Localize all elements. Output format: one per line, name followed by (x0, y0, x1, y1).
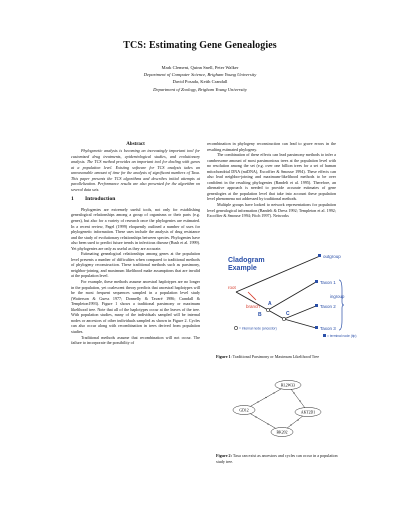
paragraph: Traditional methods assume that recombination will not occur. The failure to incorporate the possibility of (71, 334, 200, 346)
paragraph: Multiple groups have looked to network representations for population level genealogical information (Bandelt & Dress 1992; Templeton et al. 1992; Excoffier & Smouse 1994; Fitch 1997). Networks (207, 202, 336, 219)
author-names-2: David Posada, Keith Crandall (172, 79, 228, 85)
author-block (0, 64, 400, 93)
legend-terminal-node-icon (323, 334, 326, 337)
author-names-1: Mark Clement, Quinn Snell, Peter Walker (161, 65, 239, 70)
legend-terminal-label: = terminal node (tip) (327, 334, 357, 338)
branch-label: branch (246, 304, 260, 309)
section-number: 1 (71, 196, 74, 203)
figure-1-caption-text: : Traditional Parsimony or Maximum Likelihood Tree (230, 354, 320, 359)
figure-2-network (222, 372, 340, 448)
affiliation-2: Department of Zoology, Brigham Young University (153, 86, 247, 92)
paragraph: Estimating genealogical relationships among genes at the population level presents a number of difficulties when compared to traditional methods of phylogeny reconstruction. These traditional methods such as parsimony, neighbor-joining, and maximum likelihood make assumptions that are invalid at the population level. (71, 251, 200, 279)
figure-1-cladogram (226, 252, 357, 342)
affiliation-1: Department of Computer Science, Brigham Young University (143, 72, 257, 78)
terminal-node-taxon1 (315, 280, 318, 283)
network-node-label: RL2W33 (280, 383, 296, 388)
taxon2-label: Taxon 2 (320, 304, 336, 309)
network-node-label: BK202 (276, 430, 288, 435)
root-pointer (248, 292, 256, 300)
internal-node-b (282, 317, 285, 320)
paragraph: For example, these methods assume ancestral haplotypes are no longer in the population, yet coalescent theory predicts that ancestral haplotypes will be the most frequent sequences sampled in a population level study (Watterson & Guess 1977; Donnelly & Tavaré 1986; Crandall & Templeton1993). Figure 1 shows a traditional parsimony or maximum likelihood tree. Note that all of the haplotypes occur at the leaves of the tree. With population studies, many of the individuals sampled will be internal nodes or ancestors of other individuals sampled as shown in Figure 2. Cycles can also occur along with recombination in trees derived from population studies. (71, 279, 200, 334)
internal-node-a (266, 308, 269, 311)
ingroup-bracket (339, 280, 344, 330)
node-label-a: A (268, 301, 272, 307)
terminal-node-taxon3 (315, 326, 318, 329)
cladogram-title-line1: Cladogram (228, 257, 265, 264)
network-node-label: AKT2D1 (300, 410, 316, 415)
ingroup-label: ingroup (330, 294, 345, 299)
legend-internal-label: = internal node (ancestor) (239, 326, 277, 331)
outgroup-label: outgroup (323, 254, 341, 259)
figure-1-caption-label: Figure 1 (216, 354, 231, 359)
root-label: root (228, 285, 236, 290)
figure-2-caption-text: Taxa can exist as ancestors and cycles can occur in a population study tree. (216, 453, 338, 464)
taxon3-label: Taxon 3 (320, 326, 336, 331)
cladogram-title-line2: Example (228, 265, 257, 272)
left-column (71, 141, 200, 346)
figure-2-caption (216, 453, 340, 464)
node-label-b: B (258, 312, 262, 318)
figure-1-caption (216, 354, 340, 360)
node-label-c: C (286, 311, 290, 317)
paper-title: TCS: Estimating Gene Genealogies (123, 40, 277, 51)
figure-2-caption-label: Figure 2: (216, 453, 232, 458)
paragraph: The combination of these effects can lead parsimony methods to infer a cumbersome amount of most parsimonious trees at the population level with no resolution among the set (e.g. over one billion trees for a set of human mitochondrial DNA (mtDNA), Excoffier & Smouse 1994). These effects can also lead neighbor-joining and maximum-likelihood methods to be over confident in the resulting phylogenies (Bandelt et al. 1995). Therefore, an alternative approach is needed to provide accurate estimates of gene genealogies at the population level that take into account these population level phenomena not addressed by traditional methods. (207, 152, 336, 202)
legend-internal-node-icon (234, 326, 237, 329)
abstract-text: Phylogenetic analysis is becoming an increasingly important tool for customized drug treatments, epidemiological studies, and evolutionary analysis. The TCS method provides an important tool for dealing with genes at a population level. Existing software for TCS analysis takes an unreasonable amount of time for the analysis of significant numbers of Taxa. This paper presents the TCS algorithms and describes initial attempts at parallelization. Performance results are also presented for the algorithm on several data sets. (71, 148, 200, 192)
network-node-label: GD12 (239, 408, 249, 413)
section-title: Introduction (85, 196, 116, 203)
terminal-node-outgroup (318, 254, 321, 257)
abstract-heading: Abstract (126, 142, 145, 147)
right-column (207, 141, 336, 219)
taxon1-label: Taxon 1 (320, 280, 336, 285)
terminal-node-taxon2 (315, 304, 318, 307)
paragraph: recombination in phylogeny reconstruction can lead to grave errors in the resulting estimated phylogeny. (207, 141, 336, 152)
section-heading (71, 197, 200, 203)
paragraph: Phylogenies are extremely useful tools, not only for establishing genealogical relationships among a group of organisms or their parts (e.g. genes), but also for a variety of research once the phylogenies are estimated. In a recent review, Pagel (1999) eloquently outlined a number of uses for phylogenetic information. These uses include the analysis of drug resistance and the study of evolutionary relationships between species. Phylogenies have also been used to predict future trends in infectious disease (Bush et al. 1999). Yet phylogenies are only as useful as they are accurate. (71, 206, 200, 251)
